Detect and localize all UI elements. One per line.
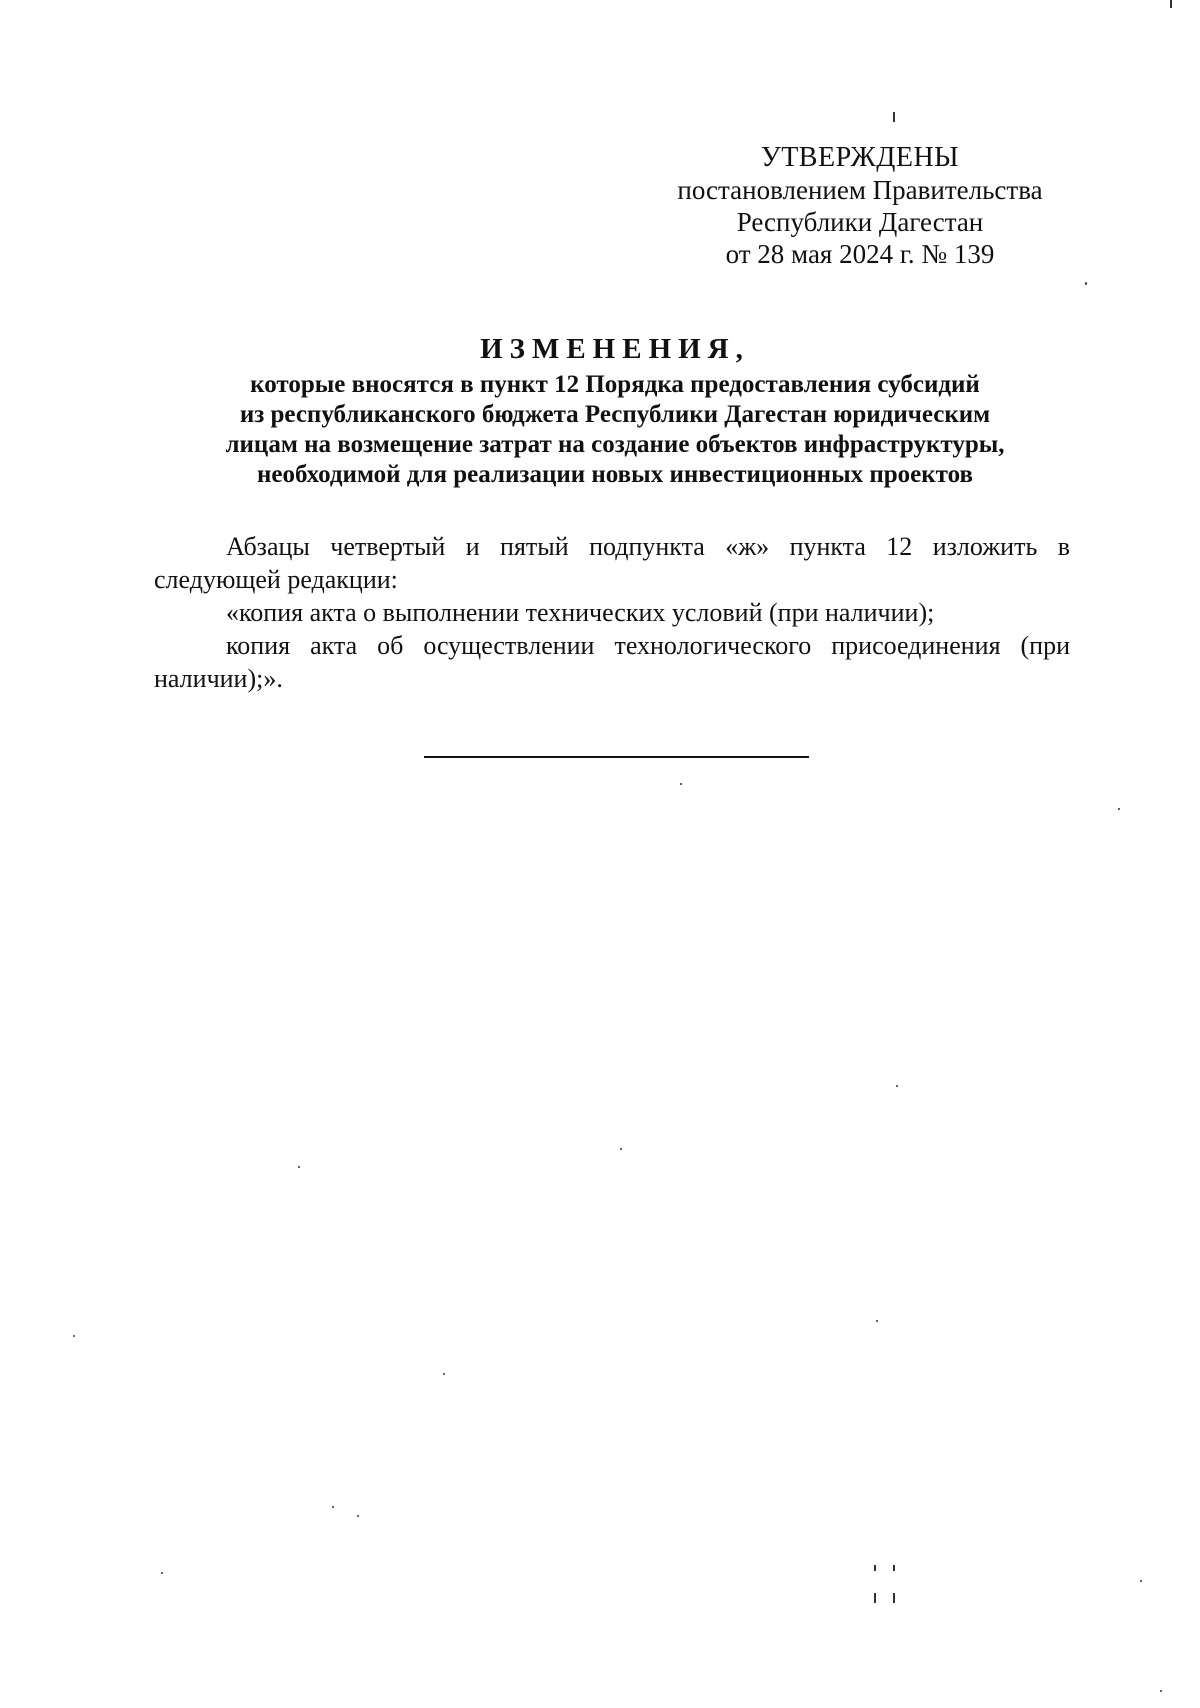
approval-block bbox=[640, 142, 1080, 270]
scan-speck bbox=[680, 783, 682, 785]
scan-speck bbox=[1140, 1580, 1142, 1582]
approval-region: Республики Дагестан bbox=[736, 207, 984, 237]
body-paragraph: копия акта об осуществлении технологического присоединения (при наличии);». bbox=[154, 631, 1070, 693]
scan-speck bbox=[1160, 1690, 1162, 1692]
scan-speck bbox=[620, 1148, 622, 1150]
scan-speck bbox=[893, 112, 895, 122]
scan-speck bbox=[161, 1572, 163, 1574]
subtitle-line: из республиканского бюджета Республики Дагестан юридическим bbox=[239, 401, 991, 428]
approval-date-number: от 28 мая 2024 г. № 139 bbox=[725, 239, 995, 269]
closing-divider bbox=[424, 756, 809, 758]
scan-speck bbox=[1085, 282, 1087, 285]
scan-speck bbox=[874, 1565, 876, 1571]
scan-speck bbox=[893, 1593, 895, 1603]
subtitle-line: лицам на возмещение затрат на создание объектов инфраструктуры, bbox=[225, 431, 1005, 458]
document-title: ИЗМЕНЕНИЯ, bbox=[480, 333, 750, 365]
scan-speck bbox=[73, 1335, 75, 1337]
scan-speck bbox=[876, 1320, 878, 1322]
body-paragraph: Абзацы четвертый и пятый подпункта «ж» пункта 12 изложить в следующей редакции: bbox=[154, 532, 1070, 594]
scan-speck bbox=[896, 1085, 898, 1087]
scan-speck bbox=[298, 1166, 300, 1168]
scan-speck bbox=[1170, 0, 1172, 8]
body-paragraph: «копия акта о выполнении технических условий (при наличии); bbox=[226, 598, 935, 627]
scan-speck bbox=[1118, 808, 1120, 810]
scan-speck bbox=[357, 1515, 359, 1517]
scan-speck bbox=[332, 1506, 334, 1508]
document-heading bbox=[150, 330, 1080, 490]
document-subtitle bbox=[150, 370, 1080, 490]
subtitle-line: которые вносятся в пункт 12 Порядка предоставления субсидий bbox=[250, 371, 980, 398]
approval-title: УТВЕРЖДЕНЫ bbox=[760, 142, 960, 173]
scan-speck bbox=[874, 1593, 876, 1603]
approval-authority: постановлением Правительства bbox=[677, 175, 1043, 205]
scan-speck bbox=[893, 1565, 895, 1571]
subtitle-line: необходимой для реализации новых инвестиционных проектов bbox=[257, 461, 973, 488]
scan-speck bbox=[443, 1373, 445, 1375]
document-body bbox=[154, 530, 1070, 695]
